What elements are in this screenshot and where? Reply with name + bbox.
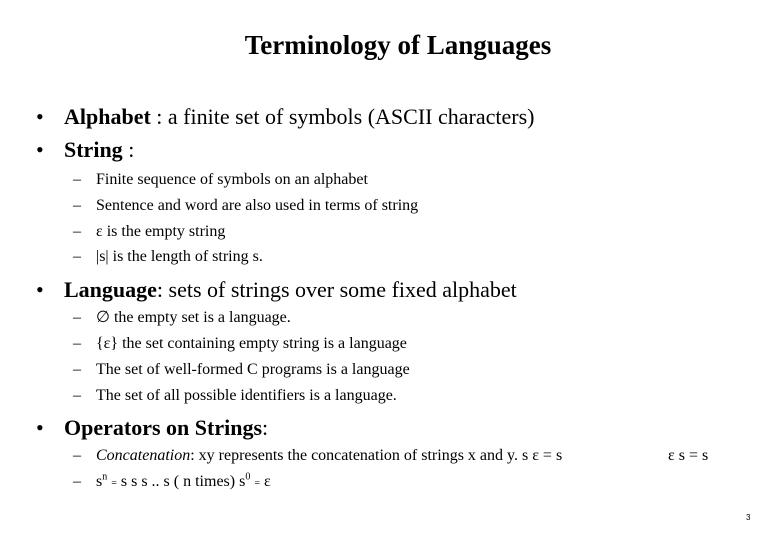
concatenation-definition: : xy represents the concatenation of strings x and y. s ε = s	[190, 447, 563, 464]
concatenation-item	[73, 446, 562, 466]
power-expansion: s s s .. s ( n times) s	[116, 473, 246, 490]
bullet-icon: •	[36, 277, 44, 302]
dash-icon: –	[73, 361, 81, 378]
alphabet-term: Alphabet	[64, 104, 151, 129]
bullet-icon: •	[36, 415, 44, 440]
bullet-alphabet	[36, 104, 534, 130]
language-term: Language	[64, 277, 157, 302]
dash-icon: –	[73, 335, 81, 352]
power-zero-result: ε	[259, 473, 271, 490]
string-term: String	[64, 137, 123, 162]
operators-colon: :	[262, 415, 269, 440]
dash-icon: –	[73, 248, 81, 265]
operators-term: Operators on Strings	[64, 415, 262, 440]
language-definition: : sets of strings over some fixed alphabet	[156, 277, 517, 302]
string-item: – |s| is the length of string s.	[73, 248, 263, 265]
string-item: – Finite sequence of symbols on an alphabet	[73, 171, 368, 188]
dash-icon: –	[73, 447, 81, 464]
language-item: – The set of well-formed C programs is a language	[73, 361, 410, 378]
dash-icon: –	[73, 309, 81, 326]
dash-icon: –	[73, 197, 81, 214]
language-item: – {ε} the set containing empty string is a language	[73, 335, 407, 352]
page-number: 3	[746, 513, 751, 522]
bullet-icon: •	[36, 104, 44, 129]
alphabet-definition: : a finite set of symbols (ASCII characters)	[150, 104, 535, 129]
power-equals: =	[111, 478, 117, 489]
bullet-icon: •	[36, 137, 44, 162]
bullet-language	[36, 277, 517, 303]
language-item: – The set of all possible identifiers is a language.	[73, 387, 397, 404]
dash-icon: –	[73, 473, 81, 490]
string-item: – ε is the empty string	[73, 223, 226, 240]
slide-title: Terminology of Languages	[244, 30, 552, 60]
dash-icon: –	[73, 387, 81, 404]
power-exponent-zero: 0	[245, 471, 251, 483]
power-base: s	[96, 473, 103, 490]
power-exponent-n: n	[102, 471, 108, 483]
dash-icon: –	[73, 223, 81, 240]
language-item: – ∅ the empty set is a language.	[73, 309, 291, 326]
power-zero-equals: =	[254, 478, 260, 489]
concatenation-identity: ε s = s	[668, 447, 709, 464]
string-colon: :	[122, 137, 135, 162]
string-item: – Sentence and word are also used in terms of string	[73, 197, 419, 214]
concatenation-label: Concatenation	[96, 447, 191, 464]
bullet-string	[36, 137, 134, 163]
power-item	[73, 472, 271, 494]
dash-icon: –	[73, 171, 81, 188]
bullet-operators	[36, 415, 268, 441]
